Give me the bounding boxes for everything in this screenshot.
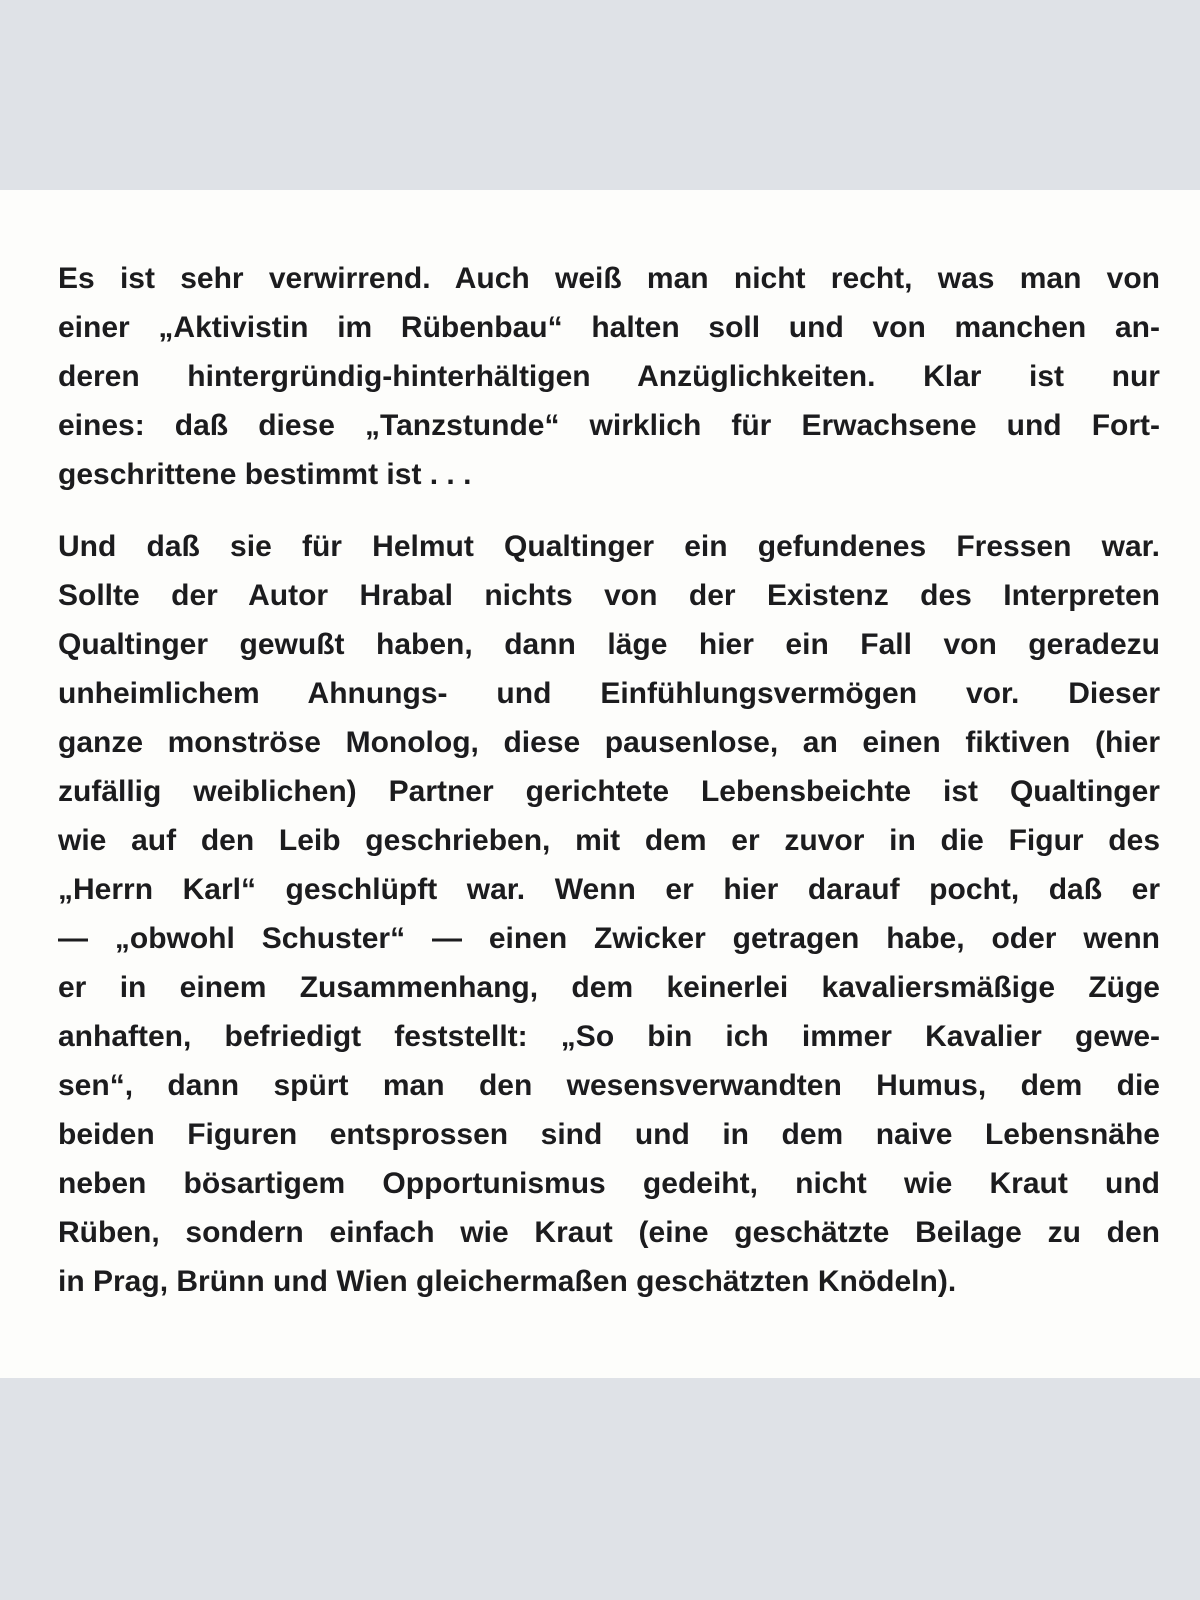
scanned-page (0, 190, 1200, 1378)
paragraph (58, 254, 1160, 499)
text-line: neben bösartigem Opportunismus gedeiht, nicht wie Kraut und (58, 1167, 1160, 1200)
body-text (58, 254, 1160, 1306)
text-line: Qualtinger gewußt haben, dann läge hier ein Fall von geradezu (58, 628, 1160, 661)
text-line: Rüben, sondern einfach wie Kraut (eine geschätzte Beilage zu den (58, 1216, 1160, 1249)
text-line: einer „Aktivistin im Rübenbau“ halten soll und von manchen an- (58, 311, 1160, 344)
text-line: beiden Figuren entsprossen sind und in dem naive Lebensnähe (58, 1118, 1160, 1151)
text-line: Es ist sehr verwirrend. Auch weiß man nicht recht, was man von (58, 262, 1160, 295)
text-line: — „obwohl Schuster“ — einen Zwicker getragen habe, oder wenn (58, 922, 1160, 955)
text-line: wie auf den Leib geschrieben, mit dem er zuvor in die Figur des (58, 824, 1160, 857)
text-line: „Herrn Karl“ geschlüpft war. Wenn er hier darauf pocht, daß er (58, 873, 1160, 906)
text-line: unheimlichem Ahnungs- und Einfühlungsvermögen vor. Dieser (58, 677, 1160, 710)
text-line: zufällig weiblichen) Partner gerichtete Lebensbeichte ist Qualtinger (58, 775, 1160, 808)
text-line: anhaften, befriedigt feststellt: „So bin ich immer Kavalier gewe- (58, 1020, 1160, 1053)
text-line: eines: daß diese „Tanzstunde“ wirklich für Erwachsene und Fort- (58, 409, 1160, 442)
text-line: sen“, dann spürt man den wesensverwandten Humus, dem die (58, 1069, 1160, 1102)
text-line: deren hintergründig-hinterhältigen Anzüglichkeiten. Klar ist nur (58, 360, 1160, 393)
paragraph-gap (58, 499, 1160, 522)
text-line: Und daß sie für Helmut Qualtinger ein gefundenes Fressen war. (58, 530, 1160, 563)
text-line: Sollte der Autor Hrabal nichts von der Existenz des Interpreten (58, 579, 1160, 612)
paragraph (58, 522, 1160, 1306)
text-line: ganze monströse Monolog, diese pausenlose, an einen fiktiven (hier (58, 726, 1160, 759)
text-line: geschrittene bestimmt ist . . . (58, 458, 472, 491)
text-line: in Prag, Brünn und Wien gleichermaßen geschätzten Knödeln). (58, 1265, 957, 1298)
text-line: er in einem Zusammenhang, dem keinerlei kavaliersmäßige Züge (58, 971, 1160, 1004)
